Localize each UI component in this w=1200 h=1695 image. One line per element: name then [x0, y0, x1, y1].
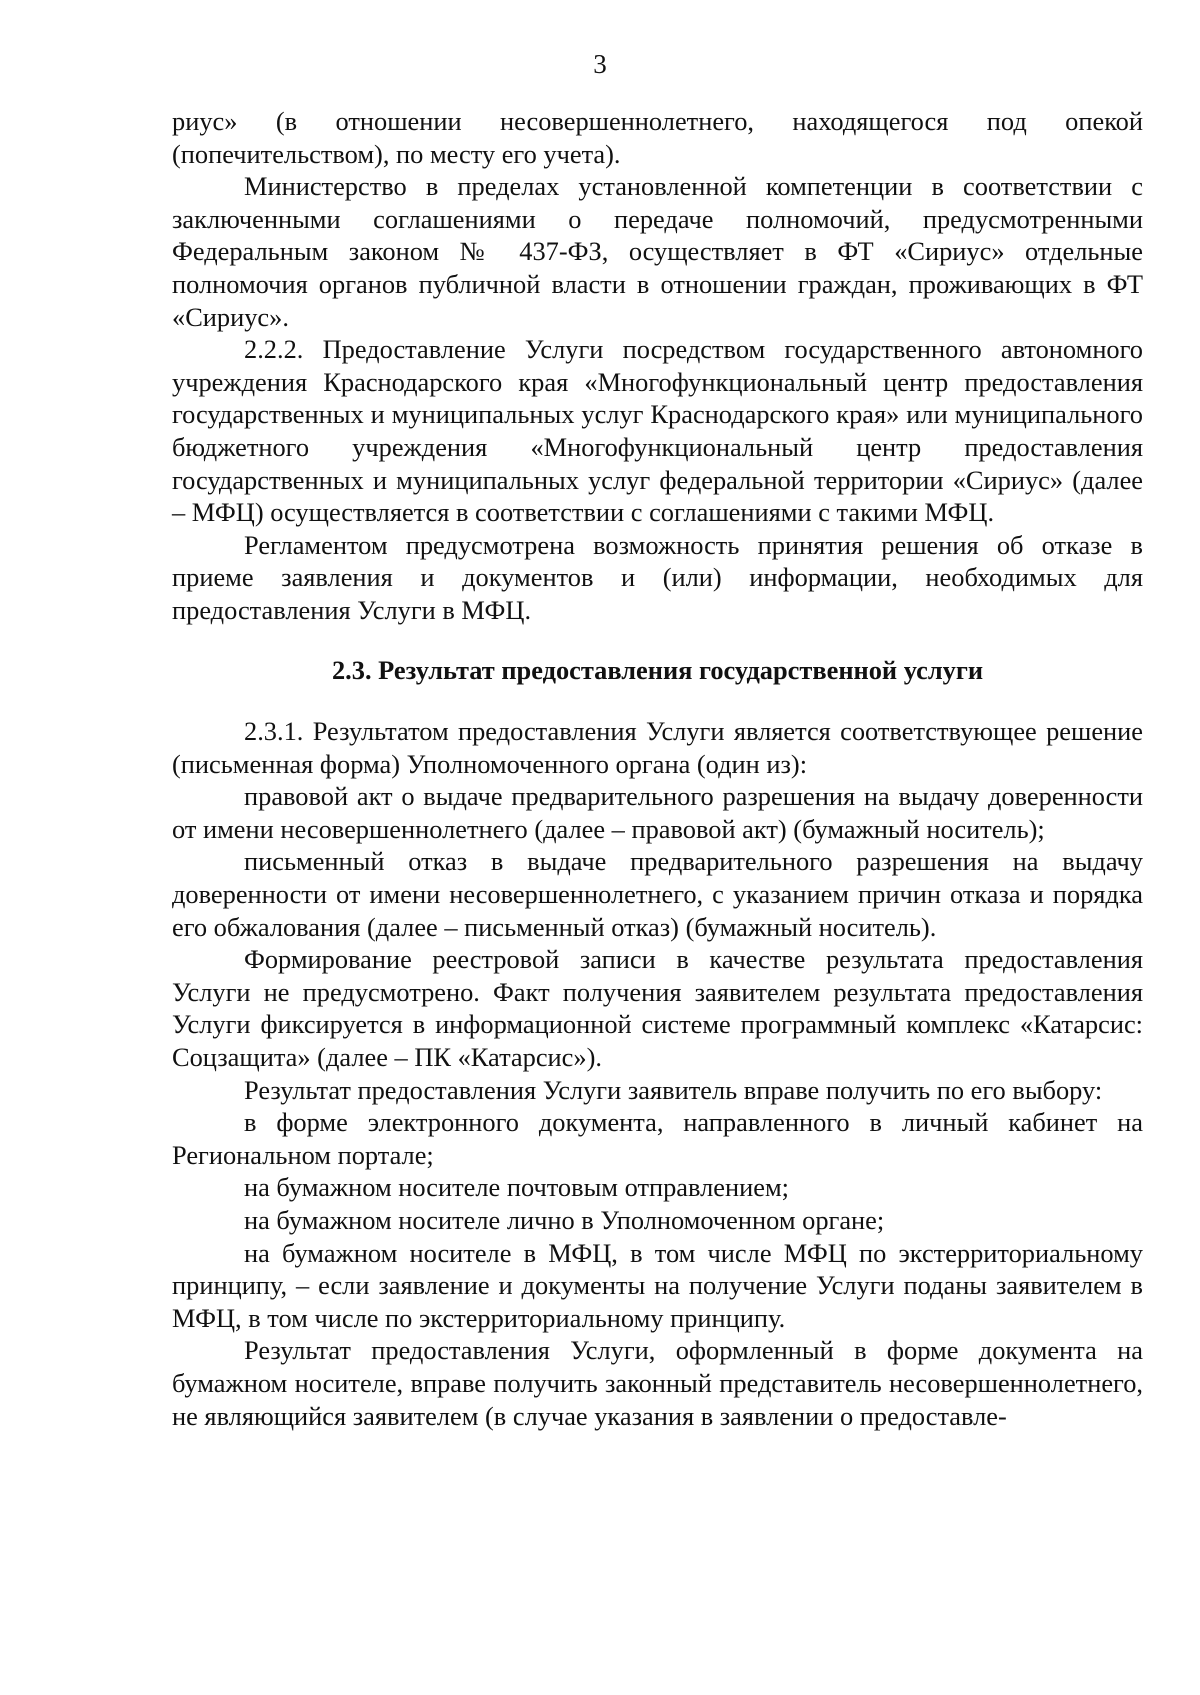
page-number: 3	[593, 49, 607, 79]
list-item-in-person: на бумажном носителе лично в Уполномоченном органе;	[244, 1205, 885, 1235]
paragraph-continuation: риус» (в отношении несовершеннолетнего, находящегося под опекой (попечительством), по месту его учета).	[172, 106, 1143, 169]
list-item-postal: на бумажном носителе почтовым отправлением;	[244, 1172, 790, 1203]
list-item-legal-act: правовой акт о выдаче предварительного разрешения на выдачу доверенности от имени несовершеннолетнего (далее – правовой акт) (бумажный носитель);	[172, 781, 1143, 844]
paragraph-receive-options: Результат предоставления Услуги заявитель вправе получить по его выбору:	[244, 1074, 1103, 1105]
paragraph-ministry-powers: Министерство в пределах установленной компетенции в соответствии с заключенными соглашениями о передаче полномочий, предусмотренными Федеральным законом № 437-ФЗ, осуществляет в ФТ «Сириус» отдельные полномочия органов публичной власти в отношении граждан, проживающих в ФТ «Сириус».	[172, 171, 1143, 332]
list-item-electronic: в форме электронного документа, направленного в личный кабинет на Региональном портале;	[172, 1107, 1143, 1170]
paragraph-refusal-mfc: Регламентом предусмотрена возможность принятия решения об отказе в приеме заявления и документов и (или) информации, необходимых для предоставления Услуги в МФЦ.	[172, 529, 1143, 625]
paragraph-legal-representative: Результат предоставления Услуги, оформленный в форме документа на бумажном носителе, вправе получить законный представитель несовершеннолетнего, не являющийся заявителем (в случае указания в заявлении о предоставле-	[172, 1335, 1143, 1431]
document-body	[172, 105, 1143, 1432]
paragraph-2-2-2: 2.2.2. Предоставление Услуги посредством государственного автономного учреждения Краснодарского края «Многофункциональный центр предоставления государственных и муниципальных услуг Краснодарского края» или муниципального бюджетного учреждения «Многофункциональный центр предоставления государственных и муниципальных услуг федеральной территории «Сириус» (далее – МФЦ) осуществляется в соответствии с соглашениями с такими МФЦ.	[172, 334, 1143, 528]
paragraph-2-3-1: 2.3.1. Результатом предоставления Услуги является соответствующее решение (письменная форма) Уполномоченного органа (один из):	[172, 716, 1143, 779]
section-heading-2-3: 2.3. Результат предоставления государственной услуги	[331, 654, 984, 685]
list-item-mfc: на бумажном носителе в МФЦ, в том числе МФЦ по экстерриториальному принципу, – если заявление и документы на получение Услуги поданы заявителем в МФЦ, в том числе по экстерриториальному принципу.	[172, 1237, 1143, 1333]
list-item-written-refusal: письменный отказ в выдаче предварительного разрешения на выдачу доверенности от имени несовершеннолетнего, с указанием причин отказа и порядка его обжалования (далее – письменный отказ) (бумажный носитель).	[172, 846, 1143, 942]
paragraph-registry-record: Формирование реестровой записи в качестве результата предоставления Услуги не предусмотрено. Факт получения заявителем результата предоставления Услуги фиксируется в информационной системе программный комплекс «Катарсис: Соцзащита» (далее – ПК «Катарсис»).	[172, 944, 1143, 1073]
